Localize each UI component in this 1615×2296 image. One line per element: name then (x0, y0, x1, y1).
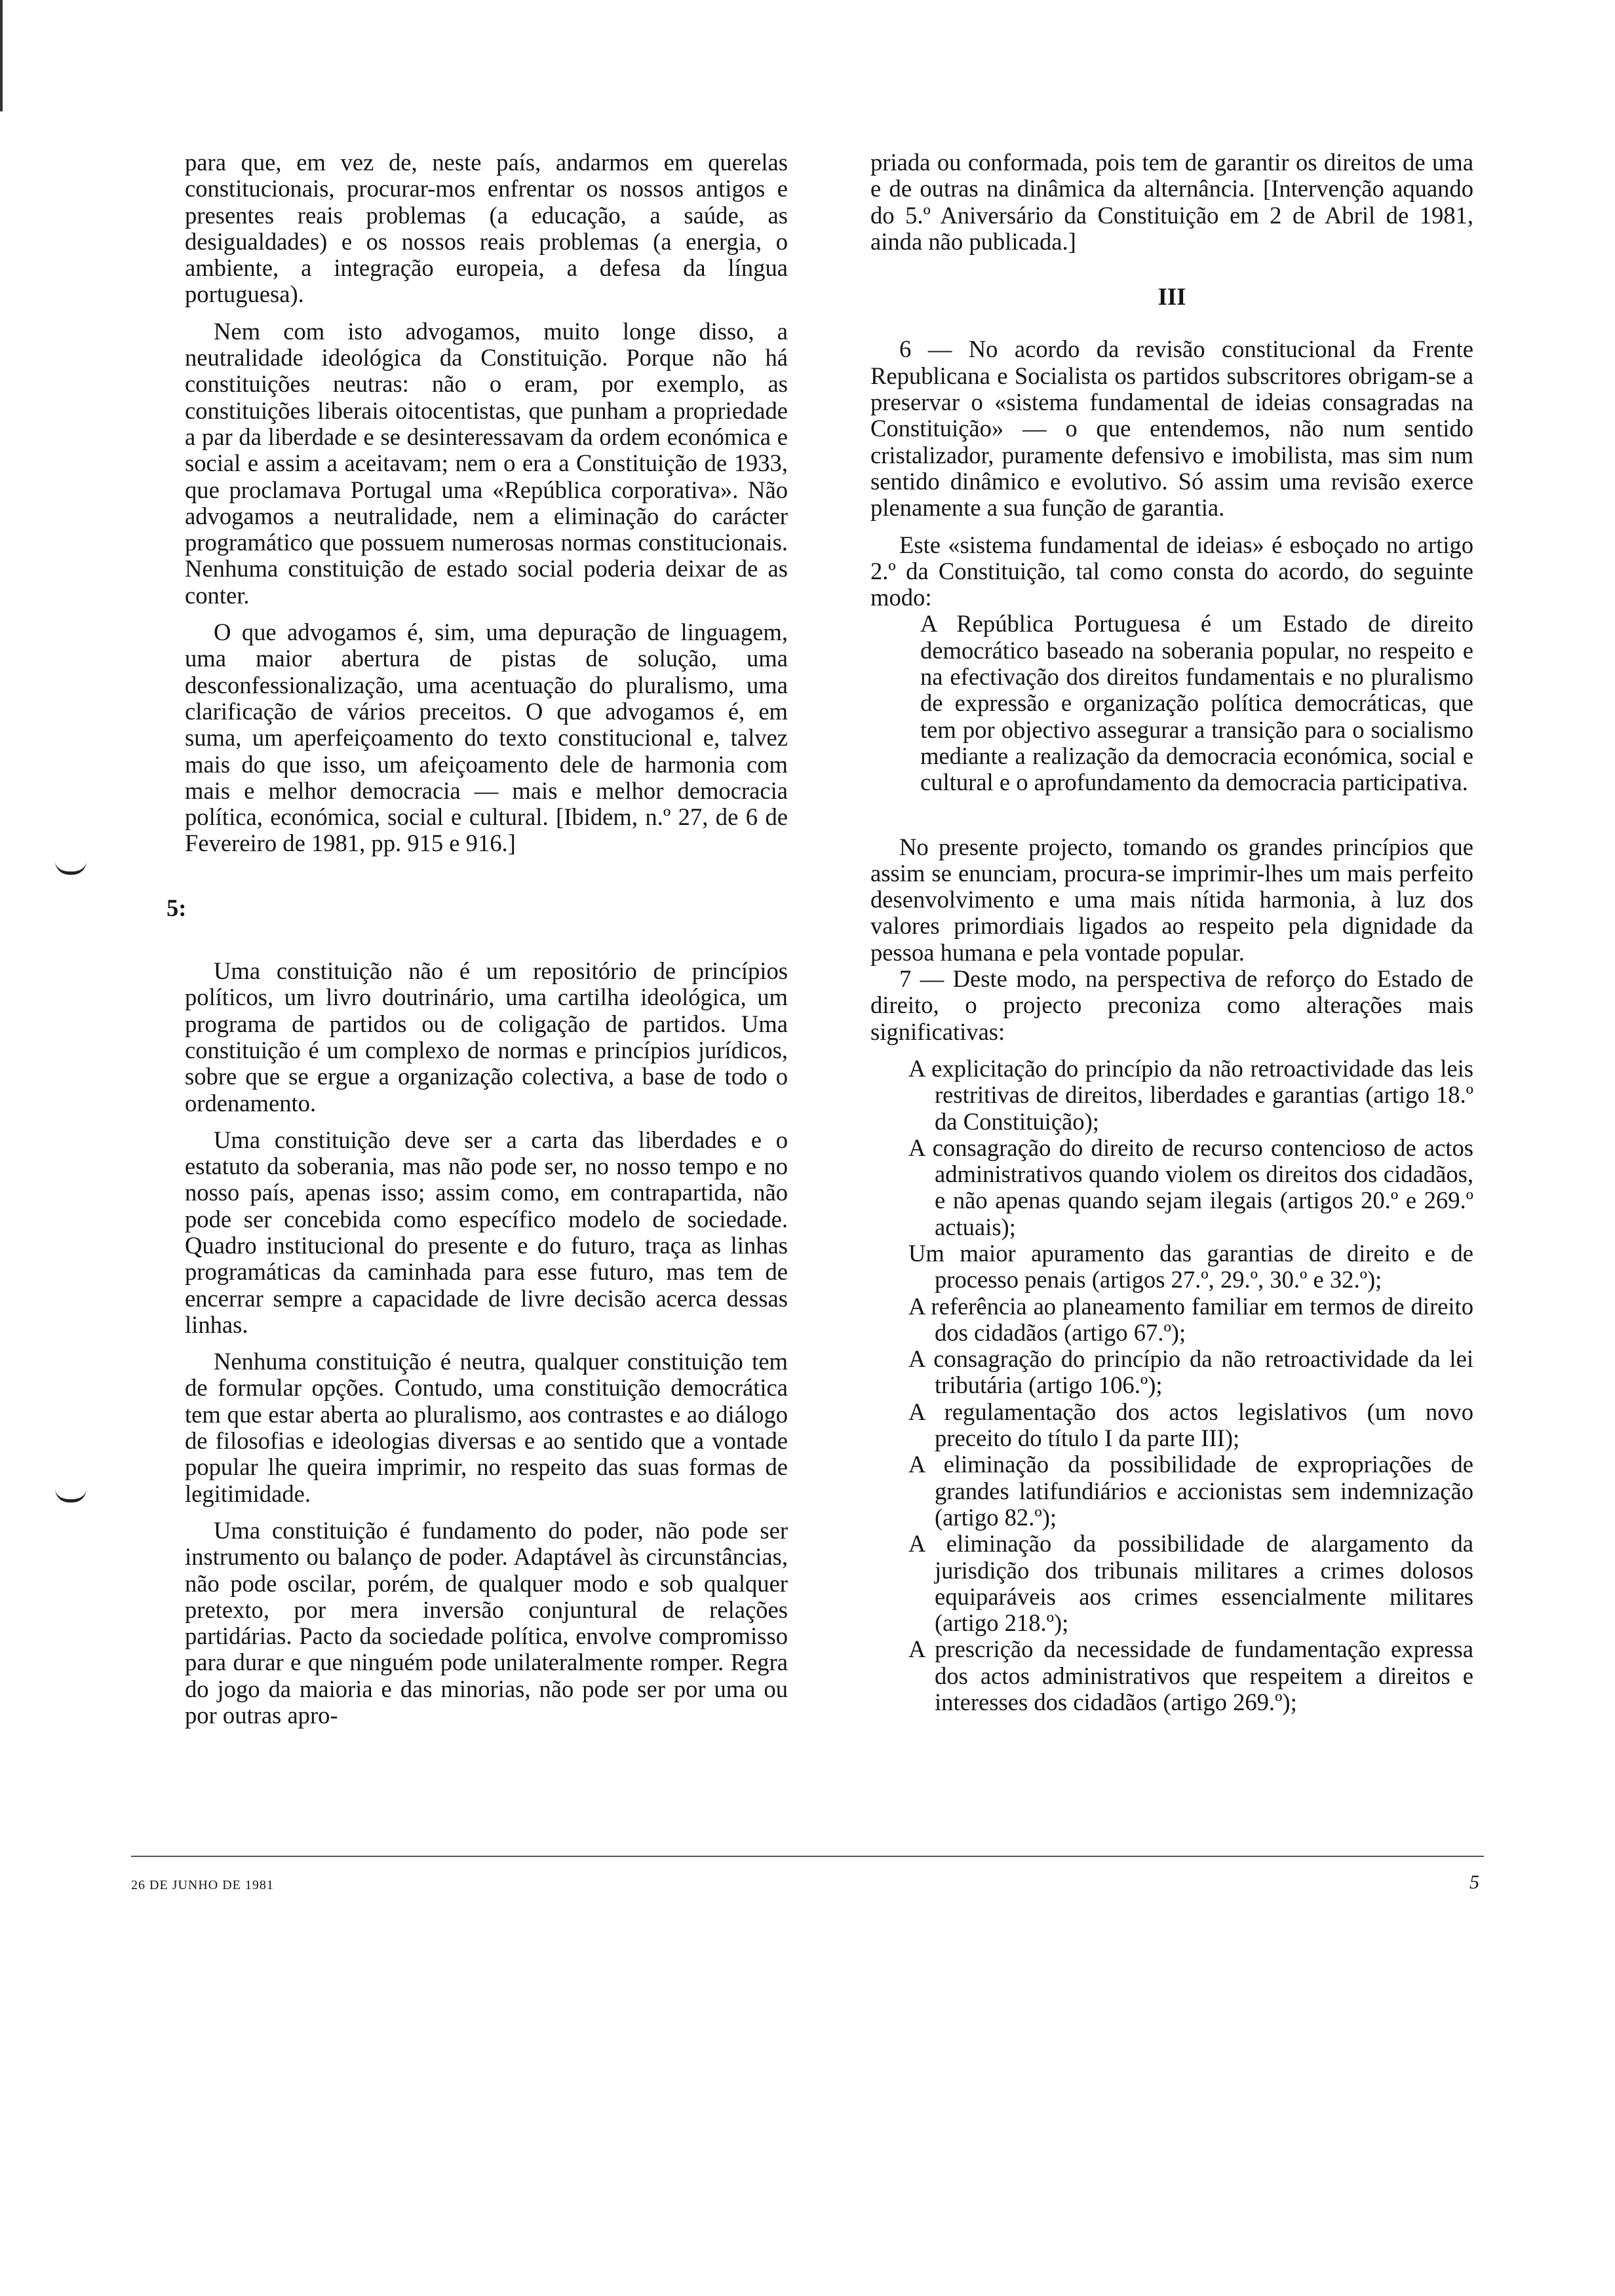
paragraph: 6 — No acordo da revisão constitucional da Frente Republicana e Socialista os partidos subscritores obrigam-se a preservar o «sistema fundamental de ideias consagradas na Constituição» — o que entendemos, não num sentido cristalizador, puramente defensivo e imobilista, mas sim num sentido dinâmico e evolutivo. Só assim uma revisão exerce plenamente a sua função de garantia. (870, 335, 1473, 522)
paragraph: O que advogamos é, sim, uma depuração de linguagem, uma maior abertura de pistas de solução, uma desconfessionalização, uma acentuação do pluralismo, uma clarificação de vários preceitos. O que advogamos é, em suma, um aperfeiçoamento do texto constitucional e, talvez mais do que isso, um afeiçoamento dele de harmonia com mais e melhor democracia — mais e melhor democracia política, económica, social e cultural. [Ibidem, n.º 27, de 6 de Fevereiro de 1981, pp. 915 e 916.] (185, 619, 788, 857)
margin-check-mark (55, 861, 87, 875)
page-number: 5 (1469, 1871, 1479, 1893)
list-item: A eliminação da possibilidade de expropriações de grandes latifundiários e accionistas sem indemnização (artigo 82.º); (908, 1451, 1473, 1531)
list-item: A regulamentação dos actos legislativos (um novo preceito do título I da parte III); (908, 1398, 1473, 1452)
section-number: 5: (166, 894, 187, 921)
paragraph: Uma constituição é fundamento do poder, não pode ser instrumento ou balanço de poder. Adaptável às circunstâncias, não pode oscilar, porém, de qualquer modo e sob qualquer pretexto, por mera inversão conjuntural de relações partidárias. Pacto da sociedade política, envolve compromisso para durar e que ninguém pode unilateralmente romper. Regra do jogo da maioria e das minorias, não pode ser por uma ou por outras apro- (185, 1516, 788, 1729)
margin-check-mark (55, 1489, 87, 1502)
paragraph: para que, em vez de, neste país, andarmos em querelas constitucionais, procurar-mos enfrentar os nossos antigos e presentes reais problemas (a educação, a saúde, as desigualdades) e os nossos reais problemas (a energia, o ambiente, a integração europeia, a defesa da língua portuguesa). (185, 149, 788, 308)
paragraph: Uma constituição deve ser a carta das liberdades e o estatuto da soberania, mas não pode ser, no nosso tempo e no nosso país, apenas isso; assim como, em contrapartida, não pode ser concebida como específico modelo de sociedade. Quadro institucional do presente e do futuro, traça as linhas programáticas da caminhada para esse futuro, mas tem de encerrar sempre a capacidade de livre decisão acerca dessas linhas. (185, 1126, 788, 1338)
list-item: A consagração do direito de recurso contencioso de actos administrativos quando violem os direitos dos cidadãos, e não apenas quando sejam ilegais (artigos 20.º e 269.º actuais); (908, 1134, 1473, 1240)
paragraph: Nenhuma constituição é neutra, qualquer constituição tem de formular opções. Contudo, uma constituição democrática tem que estar aberta ao pluralismo, aos contrastes e ao diálogo de filosofias e ideologias diversas e ao sentido que a vontade popular lhe queira imprimir, no respeito das suas formas de legitimidade. (185, 1348, 788, 1507)
paragraph: 7 — Deste modo, na perspectiva de reforço do Estado de direito, o projecto preconiza como alterações mais significativas: (870, 965, 1473, 1045)
list-item: A explicitação do princípio da não retroactividade das leis restritivas de direitos, liberdades e garantias (artigo 18.º da Constituição); (908, 1054, 1473, 1135)
footer-date: 26 DE JUNHO DE 1981 (131, 1878, 274, 1892)
list-item: A eliminação da possibilidade de alargamento da jurisdição dos tribunais militares a crimes dolosos equiparáveis aos crimes essencialmente militares (artigo 218.º); (908, 1530, 1473, 1637)
paragraph: Uma constituição não é um repositório de princípios políticos, um livro doutrinário, uma cartilha ideológica, um programa de partidos ou de coligação de partidos. Uma constituição é um complexo de normas e princípios jurídicos, sobre que se ergue a organização colectiva, a base de todo o ordenamento. (185, 957, 788, 1117)
left-column (166, 149, 788, 1729)
paragraph: No presente projecto, tomando os grandes princípios que assim se enunciam, procura-se imprimir-lhes um mais perfeito desenvolvimento e uma mais nítida harmonia, à luz dos valores primordiais ligados ao respeito pela dignidade da pessoa humana e pela vontade popular. (870, 833, 1473, 966)
paragraph: Nem com isto advogamos, muito longe disso, a neutralidade ideológica da Constituição. Porque não há constituições neutras: não o eram, por exemplo, as constituições liberais oitocentistas, que punham a propriedade a par da liberdade e se desinteressavam da ordem económica e social e assim a aceitavam; nem o era a Constituição de 1933, que proclamava Portugal uma «República corporativa». Não advogamos a neutralidade, nem a eliminação do carácter programático que possuem numerosas normas constitucionais. Nenhuma constituição de estado social poderia deixar de as conter. (185, 317, 788, 609)
scan-edge-mark (0, 0, 3, 111)
footer-rule (131, 1856, 1484, 1857)
amendment-list (870, 1056, 1473, 1715)
list-item: Um maior apuramento das garantias de direito e de processo penais (artigos 27.º, 29.º, 30.º e 32.º); (908, 1239, 1473, 1293)
paragraph: priada ou conformada, pois tem de garantir os direitos de uma e de outras na dinâmica da alternância. [Intervenção aquando do 5.º Aniversário da Constituição em 2 de Abril de 1981, ainda não publicada.] (870, 149, 1473, 255)
section-heading: III (1158, 283, 1186, 311)
list-item: A referência ao planeamento familiar em termos de direito dos cidadãos (artigo 67.º); (908, 1292, 1473, 1346)
paragraph: Este «sistema fundamental de ideias» é esboçado no artigo 2.º da Constituição, tal como consta do acordo, do seguinte modo: (870, 531, 1473, 611)
block-quote: A República Portuguesa é um Estado de direito democrático baseado na soberania popular, no respeito e na efectivação dos direitos fundamentais e no pluralismo de expressão e organização política democráticas, que tem por objectivo assegurar a transição para o socialismo mediante a realização da democracia económica, social e cultural e o aprofundamento da democracia participativa. (920, 610, 1473, 796)
list-item: A consagração do princípio da não retroactividade da lei tributária (artigo 106.º); (908, 1345, 1473, 1399)
right-column (870, 149, 1473, 1715)
list-item: A prescrição da necessidade de fundamentação expressa dos actos administrativos que respeitem a direitos e interesses dos cidadãos (artigo 269.º); (908, 1636, 1473, 1716)
